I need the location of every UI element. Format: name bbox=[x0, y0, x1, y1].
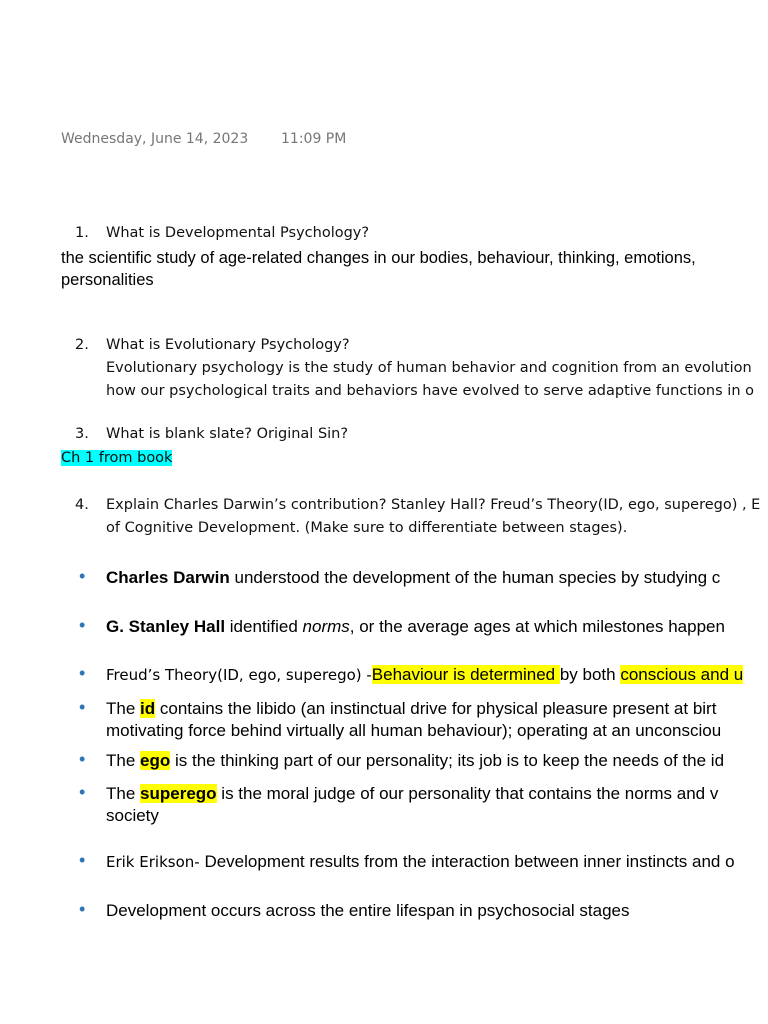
bullet-superego-line2: society bbox=[106, 806, 159, 825]
darwin-name: Charles Darwin bbox=[106, 568, 230, 587]
hall-text-mid: identified bbox=[225, 617, 303, 636]
page-date: Wednesday, June 14, 2023 bbox=[61, 131, 249, 147]
q4-number: 4. bbox=[75, 497, 89, 513]
superego-the: The bbox=[106, 784, 141, 803]
q4-text-line1: Explain Charles Darwin’s contribution? Stanley Hall? Freud’s Theory(ID, ego, superego) , E bbox=[106, 497, 761, 513]
page-time: 11:09 PM bbox=[281, 131, 347, 147]
bullet-id-line2: motivating force behind virtually all human behaviour); operating at an unconsciou bbox=[106, 721, 722, 740]
q1-answer-line1: the scientific study of age-related changes in our bodies, behaviour, thinking, emotions, bbox=[61, 249, 696, 267]
hall-text: , or the average ages at which milestones happen bbox=[349, 617, 725, 636]
bullet-id-line1 bbox=[106, 698, 716, 720]
bullet-ego bbox=[106, 750, 724, 772]
bullet-marker: • bbox=[79, 782, 86, 802]
bullet-superego-line1 bbox=[106, 783, 718, 805]
bullet-erikson bbox=[106, 851, 735, 873]
freud-lead: Freud’s Theory(ID, ego, superego) - bbox=[106, 666, 372, 684]
q2-number: 2. bbox=[75, 337, 89, 353]
q3-text: What is blank slate? Original Sin? bbox=[106, 426, 349, 442]
ego-text: is the thinking part of our personality; its job is to keep the needs of the id bbox=[170, 751, 725, 770]
ego-the: The bbox=[106, 751, 141, 770]
bullet-marker: • bbox=[79, 615, 86, 635]
bullet-marker: • bbox=[79, 749, 86, 769]
q1-text: What is Developmental Psychology? bbox=[106, 225, 370, 241]
q3-answer-highlight: Ch 1 from book bbox=[61, 450, 173, 466]
freud-highlight-1: Behaviour is determined bbox=[371, 665, 560, 684]
superego-text-1: is the moral judge of our personality that contains the norms and v bbox=[216, 784, 719, 803]
id-the: The bbox=[106, 699, 141, 718]
q2-answer-line2: how our psychological traits and behaviors have evolved to serve adaptive functions in o bbox=[106, 383, 754, 399]
q2-answer-line1: Evolutionary psychology is the study of human behavior and cognition from an evolution bbox=[106, 360, 752, 376]
freud-highlight-2: conscious and u bbox=[620, 665, 744, 684]
bullet-marker: • bbox=[79, 697, 86, 717]
ego-word: ego bbox=[140, 751, 171, 770]
bullet-marker: • bbox=[79, 566, 86, 586]
q2-text: What is Evolutionary Psychology? bbox=[106, 337, 350, 353]
q4-text-line2: of Cognitive Development. (Make sure to differentiate between stages). bbox=[106, 520, 628, 536]
bullet-freud bbox=[106, 664, 743, 686]
superego-word: superego bbox=[140, 784, 217, 803]
bullet-darwin bbox=[106, 567, 720, 589]
darwin-text: understood the development of the human species by studying c bbox=[229, 568, 721, 587]
bullet-lifespan: Development occurs across the entire lifespan in psychosocial stages bbox=[106, 901, 630, 920]
hall-name: G. Stanley Hall bbox=[106, 617, 226, 636]
q3-answer bbox=[61, 450, 172, 466]
id-text-1: contains the libido (an instinctual drive for physical pleasure present at birt bbox=[155, 699, 717, 718]
freud-text-mid: by both bbox=[559, 665, 621, 684]
bullet-hall bbox=[106, 616, 725, 638]
id-word: id bbox=[140, 699, 156, 718]
q3-number: 3. bbox=[75, 426, 89, 442]
bullet-marker: • bbox=[79, 663, 86, 683]
bullet-marker: • bbox=[79, 899, 86, 919]
erikson-lead: Erik Erikson- bbox=[106, 853, 205, 871]
q1-answer-line2: personalities bbox=[61, 271, 154, 289]
q1-number: 1. bbox=[75, 225, 89, 241]
hall-norms: norms bbox=[302, 617, 350, 636]
bullet-marker: • bbox=[79, 850, 86, 870]
erikson-text: Development results from the interaction between inner instincts and o bbox=[204, 852, 735, 871]
